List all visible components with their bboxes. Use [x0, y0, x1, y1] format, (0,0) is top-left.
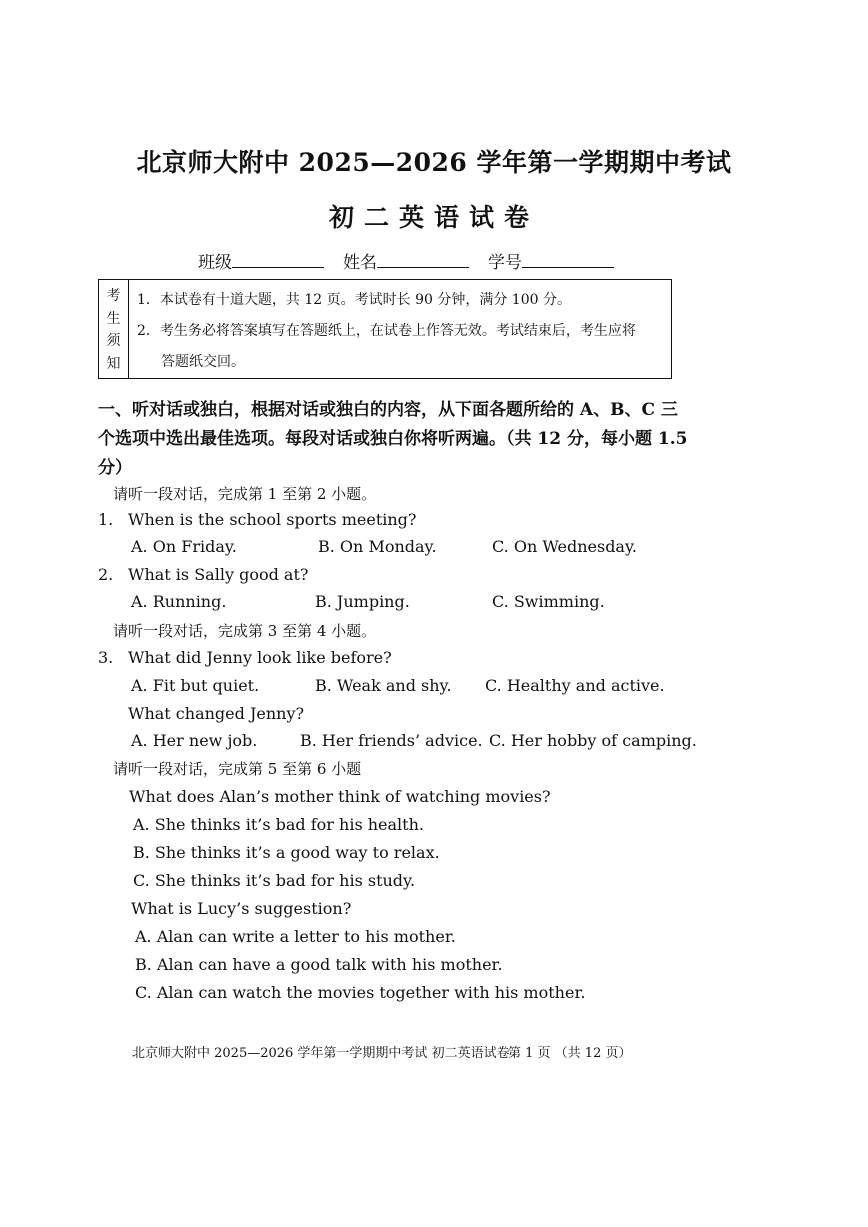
notice-label-char: 知	[106, 355, 121, 372]
q5-option-a[interactable]: A. She thinks it’s bad for his health.	[133, 815, 424, 834]
notice-label-char: 须	[106, 333, 121, 350]
class-blank[interactable]	[232, 251, 324, 268]
section-heading-line-1: 一、听对话或独白，根据对话或独白的内容，从下面各题所给的 A、B、C 三	[98, 400, 678, 420]
question-number: 1.	[98, 510, 114, 529]
q6-option-a[interactable]: A. Alan can write a letter to his mother.	[135, 927, 456, 946]
notice-line-3: 答题纸交回。	[161, 354, 245, 370]
q6-option-c[interactable]: C. Alan can watch the movies together with his mother.	[135, 983, 586, 1002]
q4-option-c[interactable]: C. Her hobby of camping.	[489, 731, 697, 750]
q3-option-c[interactable]: C. Healthy and active.	[485, 676, 665, 695]
question-number: 2.	[98, 565, 114, 584]
notice-label	[99, 280, 129, 378]
notice-line-1: 1．本试卷有十道大题，共 12 页。考试时长 90 分钟，满分 100 分。	[137, 292, 571, 308]
q3-option-b[interactable]: B. Weak and shy.	[315, 676, 452, 695]
notice-label-char: 考	[106, 288, 121, 305]
question-2-text: What is Sally good at?	[128, 565, 309, 584]
question-6-text: What is Lucy’s suggestion?	[131, 899, 352, 918]
name-label: 姓名	[343, 253, 377, 273]
q2-option-c[interactable]: C. Swimming.	[492, 592, 605, 611]
q1-option-b[interactable]: B. On Monday.	[318, 537, 437, 556]
sub-title: 初二英语试卷	[328, 203, 539, 232]
q5-option-c[interactable]: C. She thinks it’s bad for his study.	[133, 871, 416, 890]
instruction-3: 请听一段对话，完成第 5 至第 6 小题	[113, 760, 362, 778]
id-label: 学号	[488, 253, 522, 273]
question-4-text: What changed Jenny?	[128, 704, 305, 723]
q3-option-a[interactable]: A. Fit but quiet.	[131, 676, 260, 695]
q1-option-a[interactable]: A. On Friday.	[131, 537, 237, 556]
q4-option-b[interactable]: B. Her friends’ advice.	[300, 731, 483, 750]
section-heading-line-2: 个选项中选出最佳选项。每段对话或独白你将听两遍。（共 12 分，每小题 1.5	[98, 429, 688, 449]
question-number: 3.	[98, 648, 114, 667]
notice-label-char: 生	[106, 310, 121, 327]
section-heading-line-3: 分）	[98, 458, 132, 478]
instruction-2: 请听一段对话，完成第 3 至第 4 小题。	[113, 622, 377, 640]
question-3-text: What did Jenny look like before?	[128, 648, 392, 667]
name-field	[343, 248, 469, 273]
notice-box	[98, 279, 672, 379]
q6-option-b[interactable]: B. Alan can have a good talk with his mother.	[135, 955, 503, 974]
page-footer-text: 北京师大附中 2025—2026 学年第一学期期中考试 初二英语试卷	[132, 1046, 510, 1061]
q2-option-a[interactable]: A. Running.	[131, 592, 227, 611]
q4-option-a[interactable]: A. Her new job.	[131, 731, 258, 750]
question-5-text: What does Alan’s mother think of watching movies?	[129, 787, 551, 806]
question-1-text: When is the school sports meeting?	[128, 510, 417, 529]
class-field	[198, 248, 324, 273]
notice-line-2: 2．考生务必将答案填写在答题纸上，在试卷上作答无效。考试结束后，考生应将	[137, 323, 636, 339]
id-field	[488, 248, 614, 273]
q5-option-b[interactable]: B. She thinks it’s a good way to relax.	[133, 843, 440, 862]
instruction-1: 请听一段对话，完成第 1 至第 2 小题。	[113, 485, 377, 503]
page-number: 第 1 页 （共 12 页）	[508, 1046, 632, 1061]
main-title: 北京师大附中 2025—2026 学年第一学期期中考试	[136, 148, 732, 177]
name-blank[interactable]	[377, 251, 469, 268]
q2-option-b[interactable]: B. Jumping.	[315, 592, 410, 611]
id-blank[interactable]	[522, 251, 614, 268]
class-label: 班级	[198, 253, 232, 273]
q1-option-c[interactable]: C. On Wednesday.	[492, 537, 637, 556]
